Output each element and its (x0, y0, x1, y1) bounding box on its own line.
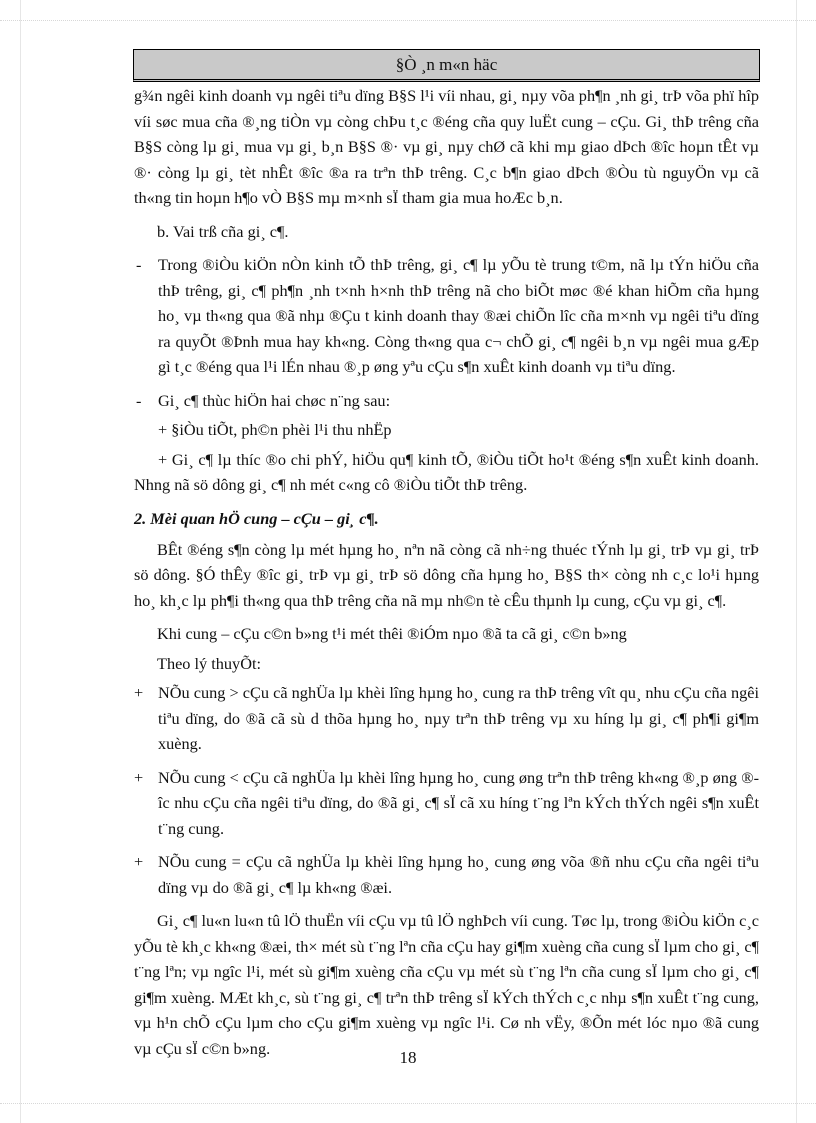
page-frame-bottom (0, 1103, 816, 1104)
bullet-price-role (134, 252, 759, 380)
case-text: NÕu cung < cÇu cã nghÜa lµ khèi lîng hµng ho¸ cung øng trªn thÞ trêng kh«ng ®¸p øng ®îc nhu cÇu cña ngêi tiªu dïng, do ®ã gi¸ c¶ sÏ cã xu híng t¨ng lªn kÝch thÝch ngêi s¶n xuÊt t¨ng cung. (158, 767, 759, 838)
case-supply-less (134, 765, 759, 842)
paragraph-real-estate-goods: BÊt ®éng s¶n còng lµ mét hµng ho¸ nªn nã còng cã nh÷ng thuéc tÝnh lµ gi¸ trÞ vµ gi¸ trÞ sö dông. §Ó thÊy ®îc gi¸ trÞ vµ gi¸ trÞ sö dông cña hµng ho¸ B§S th× còng nh c¸c lo¹i hµng ho¸ kh¸c lµ ph¶i th«ng qua thÞ trêng cña nã mµ nh©n tè cÊu thµnh lµ cung, cÇu vµ gi¸ c¶. (134, 539, 759, 610)
running-header: §Ò ¸n m«n häc (133, 49, 760, 82)
dash-marker: - (136, 390, 142, 410)
page-frame-left (20, 0, 21, 1123)
page-frame-right (796, 0, 797, 1123)
section-heading-price-role: b. Vai trß cña gi¸ c¶. (157, 221, 289, 241)
page-number: 18 (399, 1048, 417, 1067)
bullet-price-functions (134, 388, 759, 414)
page-frame-top (0, 20, 816, 21)
paragraph-theory-label: Theo lý thuyÕt: (157, 653, 262, 673)
function-item-1: + §iÒu tiÕt, ph©n phèi l¹i thu nhËp (158, 420, 392, 439)
paragraph-equilibrium: Khi cung – cÇu c©n b»ng t¹i mét thêi ®iÓm nµo ®ã ta cã gi¸ c©n b»ng (157, 624, 627, 643)
case-text: NÕu cung > cÇu cã nghÜa lµ khèi lîng hµng ho¸ cung ra thÞ trêng vît qu¸ nhu cÇu cña ngêi tiªu dïng, do ®ã cã sù d thõa hµng ho¸ nµy trªn thÞ trêng vµ xu híng lµ gi¸ c¶ ph¶i gi¶m xuèng. (158, 683, 759, 753)
plus-marker: + (134, 683, 144, 702)
function-item-2: + Gi¸ c¶ lµ thíc ®o chi phÝ, hiÖu qu¶ kinh tÕ, ®iÒu tiÕt ho¹t ®éng s¶n xuÊt kinh doanh. Nhng nã sö dông gi¸ c¶ nh mét c«ng cô ®iÒu tiÕt thÞ trêng. (134, 449, 759, 494)
plus-marker: + (134, 852, 144, 871)
dash-marker: - (136, 255, 142, 274)
case-text: NÕu cung = cÇu cã nghÜa lµ khèi lîng hµng ho¸ cung øng võa ®ñ nhu cÇu cña ngêi tiªu dïng vµ do ®ã gi¸ c¶ lµ kh«ng ®æi. (158, 852, 759, 897)
document-body (134, 83, 759, 1069)
paragraph-price-relationship: Gi¸ c¶ lu«n lu«n tû lÖ thuËn víi cÇu vµ tû lÖ nghÞch víi cung. Tøc lµ, trong ®iÒu kiÖn c¸c yÕu tè kh¸c kh«ng ®æi, th× mét sù t¨ng lªn cña cÇu hay gi¶m xuèng cña cung sÏ lµm cho gi¸ c¶ t¨ng lªn; vµ ngîc l¹i, mét sù gi¶m xuèng cña cÇu vµ mét sù t¨ng lªn cña cung sÏ lµm cho gi¸ c¶ gi¶m xuèng. MÆt kh¸c, sù t¨ng gi¸ c¶ trªn thÞ trêng sÏ kÝch thÝch c¸c nhµ s¶n xuÊt t¨ng cung, vµ h¹n chÕ cÇu lµm cho cÇu gi¶m xuèng vµ ngîc l¹i. Cø nh vËy, ®Õn mét lóc nµo ®ã cung vµ cÇu sÏ c©n b»ng. (134, 911, 759, 1058)
case-supply-equal (134, 849, 759, 900)
case-supply-greater (134, 680, 759, 757)
bullet-text: Gi¸ c¶ thùc hiÖn hai chøc n¨ng sau: (158, 390, 391, 410)
paragraph-price-definition: g¾n ngêi kinh doanh vµ ngêi tiªu dïng B§S l¹i víi nhau, gi¸ nµy võa ph¶n ¸nh gi¸ trÞ võa phï hîp víi søc mua cña ®¸ng tiÒn vµ còng chÞu t¸c ®éng cña quy luËt cung – cÇu. Gi¸ thÞ trêng cña B§S còng lµ gi¸ mua vµ gi¸ b¸n B§S ®· vµ gi¸ nµy chØ cã khi mµ giao dÞch ®îc hoµn tÊt vµ ®· còng lµ gi¸ tèt nhÊt ®îc ®a ra trªn thÞ trêng. C¸c b¶n giao dÞch ®Òu tù nguyÖn vµ cã th«ng tin hoµn h¶o vÒ B§S mµ m×nh sÏ tham gia mua hoÆc b¸n. (134, 86, 759, 207)
plus-marker: + (134, 767, 144, 787)
section-heading-supply-demand: 2. Mèi quan hÖ cung – cÇu – gi¸ c¶. (134, 508, 379, 528)
bullet-text: Trong ®iÒu kiÖn nÒn kinh tÕ thÞ trêng, gi¸ c¶ lµ yÕu tè trung t©m, nã lµ tÝn hiÖu cña thÞ trêng, gi¸ c¶ ph¶n ¸nh t×nh h×nh thÞ trêng nã cho biÕt møc ®é khan hiÕm cña hµng ho¸ vµ th«ng qua ®ã nhµ ®Çu t kinh doanh thay ®æi chiÕn lîc cña m×nh vµ ngêi tiªu dïng ra quyÕt ®Þnh mua hay kh«ng. Còng th«ng qua c¬ chÕ gi¸ c¶ ngêi b¸n vµ ngêi mua gÆp gì t¸c ®éng qua l¹i lÉn nhau ®¸p øng yªu cÇu s¶n xuÊt kinh doanh vµ tiªu dïng. (158, 255, 759, 376)
